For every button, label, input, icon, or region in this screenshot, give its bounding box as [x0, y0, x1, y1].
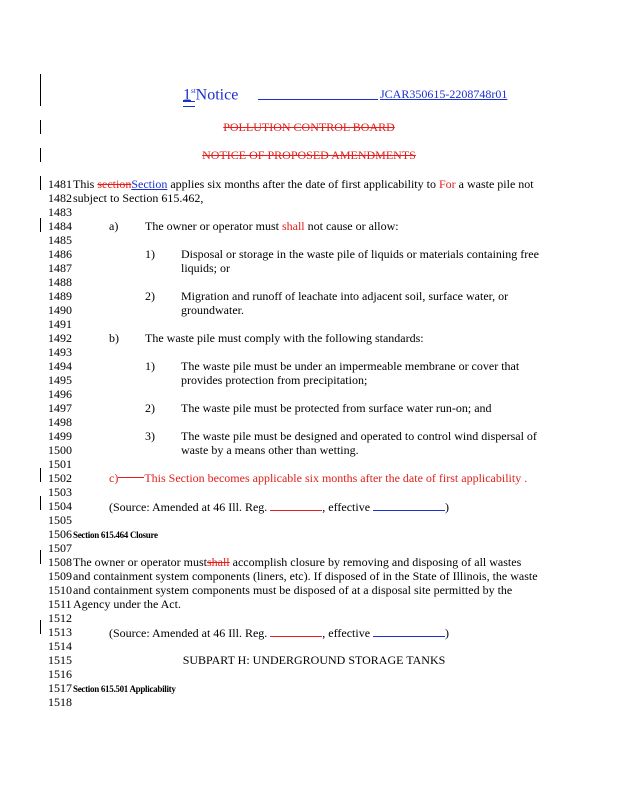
line-number: 1518: [48, 695, 72, 709]
revision-bar: [40, 176, 41, 190]
revision-bar: [40, 74, 41, 106]
text: not cause or allow:: [304, 219, 399, 233]
deleted-text: shall: [206, 555, 230, 569]
line-number: 1485: [48, 233, 72, 247]
header-rule: [258, 99, 378, 100]
notice-number: 1: [183, 86, 191, 104]
item-b2-label: 2): [145, 401, 155, 415]
blank-field: [373, 499, 445, 511]
section-615-501-heading: Section 615.501 Applicability: [73, 684, 176, 694]
notice-word: Notice: [195, 86, 239, 104]
line-number: 1487: [48, 261, 72, 275]
text: ): [445, 500, 450, 514]
line-number: 1498: [48, 415, 72, 429]
line-number: 1483: [48, 205, 72, 219]
item-a1-line1: Disposal or storage in the waste pile of liquids or materials containing free: [181, 247, 539, 261]
deleted-text: section: [97, 177, 132, 191]
notice-number-marks: [183, 101, 195, 107]
item-c-label: c): [109, 471, 119, 485]
text: The owner or operator must: [73, 555, 207, 569]
item-b3-label: 3): [145, 429, 155, 443]
line-number: 1510: [48, 583, 72, 597]
text: applies six months after the date of first applicability to: [167, 177, 439, 191]
text: (Source: Amended at 46 Ill. Reg.: [109, 626, 271, 640]
text: The owner or operator must: [145, 219, 282, 233]
paragraph-1511: Agency under the Act.: [73, 597, 181, 611]
dash-rule: [118, 477, 144, 478]
blank-field: [270, 625, 322, 637]
text: , effective: [322, 626, 374, 640]
line-number: 1484: [48, 219, 72, 233]
line-number: 1493: [48, 345, 72, 359]
revision-bar: [40, 218, 41, 232]
line-number: 1486: [48, 247, 72, 261]
line-number: 1507: [48, 541, 72, 555]
item-a-text: [145, 219, 399, 233]
item-b3-line1: The waste pile must be designed and operated to control wind dispersal of: [181, 429, 537, 443]
item-b2-line1: The waste pile must be protected from surface water run-on; and: [181, 401, 492, 415]
text: accomplish closure by removing and disposing of all wastes: [229, 555, 522, 569]
line-number: 1512: [48, 611, 72, 625]
text: , effective: [322, 500, 374, 514]
item-b-text: The waste pile must comply with the following standards:: [145, 331, 424, 345]
paragraph-1508: [73, 555, 521, 569]
inserted-text: Section: [131, 177, 168, 191]
line-number: 1495: [48, 373, 72, 387]
subpart-h-heading: SUBPART H: UNDERGROUND STORAGE TANKS: [182, 653, 446, 667]
line-number: 1504: [48, 499, 72, 513]
blank-field: [373, 625, 445, 637]
revision-bar: [40, 468, 41, 482]
paragraph-1482: subject to Section 615.462,: [73, 191, 204, 205]
line-number: 1508: [48, 555, 72, 569]
revision-bar: [40, 550, 41, 564]
source-note-2: [109, 625, 449, 640]
line-number: 1497: [48, 401, 72, 415]
item-b1-line2: provides protection from precipitation;: [181, 373, 368, 387]
item-b1-line1: The waste pile must be under an impermeable membrane or cover that: [181, 359, 520, 373]
blank-field: [270, 499, 322, 511]
revision-bar: [40, 620, 41, 634]
item-b-label: b): [109, 331, 119, 345]
item-a2-line2: groundwater.: [181, 303, 244, 317]
item-a1-line2: liquids; or: [181, 261, 231, 275]
section-615-464-heading: Section 615.464 Closure: [73, 530, 158, 540]
line-number: 1490: [48, 303, 72, 317]
line-number: 1496: [48, 387, 72, 401]
line-number: 1511: [48, 597, 72, 611]
line-number: 1513: [48, 625, 72, 639]
line-number: 1489: [48, 289, 72, 303]
notice-suffix: st: [191, 87, 196, 95]
line-number: 1488: [48, 275, 72, 289]
line-number: 1492: [48, 331, 72, 345]
item-a1-label: 1): [145, 247, 155, 261]
line-number: 1481: [48, 177, 72, 191]
item-a2-label: 2): [145, 289, 155, 303]
notice-title: NOTICE OF PROPOSED AMENDMENTS: [202, 148, 416, 162]
line-number: 1516: [48, 667, 72, 681]
line-number: 1494: [48, 359, 72, 373]
item-c: [109, 471, 527, 485]
line-number: 1515: [48, 653, 72, 667]
line-number: 1501: [48, 457, 72, 471]
jcar-code: JCAR350615-2208748r01: [380, 87, 508, 101]
line-number: 1506: [48, 527, 72, 541]
line-number: 1505: [48, 513, 72, 527]
line-number: 1502: [48, 471, 72, 485]
line-number: 1514: [48, 639, 72, 653]
line-number: 1503: [48, 485, 72, 499]
line-number: 1491: [48, 317, 72, 331]
line-number: 1517: [48, 681, 72, 695]
item-c-text: This Section becomes applicable six months after the date of first applicability: [144, 471, 522, 485]
line-number: 1482: [48, 191, 72, 205]
text: This: [73, 177, 98, 191]
changed-text: shall: [281, 219, 305, 233]
text: a waste pile not: [455, 177, 534, 191]
board-title: POLLUTION CONTROL BOARD: [223, 120, 395, 134]
item-b3-line2: waste by a means other than wetting.: [181, 443, 359, 457]
item-b1-label: 1): [145, 359, 155, 373]
item-c-period: .: [524, 471, 528, 485]
paragraph-1481: [73, 177, 534, 191]
item-a-label: a): [109, 219, 119, 233]
line-number: 1500: [48, 443, 72, 457]
line-number: 1499: [48, 429, 72, 443]
item-a2-line1: Migration and runoff of leachate into adjacent soil, surface water, or: [181, 289, 509, 303]
changed-text: For: [438, 177, 456, 191]
text: ): [445, 626, 450, 640]
text: (Source: Amended at 46 Ill. Reg.: [109, 500, 271, 514]
revision-bar: [40, 496, 41, 510]
source-note-1: [109, 499, 449, 514]
paragraph-1510: and containment system components must be disposed of at a disposal site permitted by the: [73, 583, 513, 597]
paragraph-1509: and containment system components (liners, etc). If disposed of in the State of Illinois, the waste: [73, 569, 538, 583]
line-number: 1509: [48, 569, 72, 583]
